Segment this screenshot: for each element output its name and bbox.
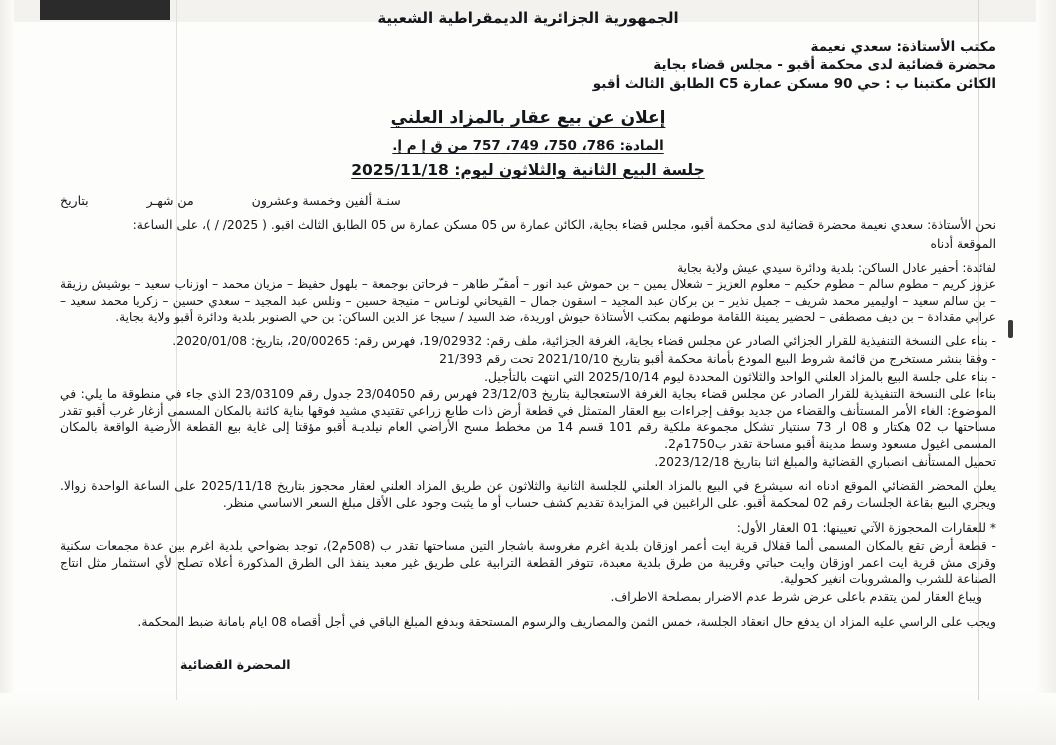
property-description: - قطعة أرض تقع بالمكان المسمى ألما قفلال قرية ايت أعمر اوزقان بلدية اغرم مغروسة باشجار التين مساحتها تقدر ب (508م2)، توجد بضواحي بلدية اغرم بين عدة مجمعات سكنية وقرى مش قرية ايت اعمر اوزقان وايت حباتي وقريبة من طرق بلدية معبدة، تتوفر القطعة الترابية على طريق غير معبد ينفذ الى الطرق المذكورة أعلاه تصلح لأي استثمار مثل انتاج الصناعة للشرب والمشروبات انغير كحولية. [60,538,996,587]
office-line-3: الكائن مكتبنا ب : حي 90 مسكن عمارة C5 الطابق الثالث أقبو [592,75,996,92]
month-label: من شهـر [146,192,194,208]
property-note: ويباع العقار لمن يتقدم باعلى عرض شرط عدم الاضرار بمصلحة الاطراف. [610,589,982,604]
office-line-2: محضرة قضائية لدى محكمة أقبو - مجلس قضاء بجاية [653,57,996,74]
property-block [60,520,996,605]
payment-note: ويجب على الراسي عليه المزاد ان يدفع حال انعقاد الجلسة، خمس الثمن والمصاريف والرسوم المستحقة وبدفع المبلغ الباقي في أجل أقصاه 08 ايام بامانة ضبط المحكمة. [137,615,996,630]
office-line-1: مكتب الأستاذة: سعدي نعيمة [810,39,996,56]
legal-basis-5: تحميل المستأنف انصباري القضائية والمبلغ اثنا بتاريخ 2023/12/18. [654,454,996,469]
legal-basis-4: بناءا على النسخة التنفيذية للقرار الصادر عن مجلس قضاء بجاية الغرفة الاستعجالية بتاريخ 23/12/03 فهرس رقم 23/04050 جدول رقم 23/03109 الذي جاء في منطوقة ما يلي: في الموضوع: الغاء الأمر المستأنف والقضاء من جديد بوقف إجراءات بيع العقار المتمثل في قطعة أرض ذات طابع زراعي تقتيدي مشيد فوقها بناية كائنة بالمكان المسمى أزغار غرب أقبو تقدر مساحتها ب 02 هكتار و 08 ار 73 سنتيار تشكل مجموعة ملكية رقم 101 قسم 14 من مخطط مسح الأراضي العام نيلديـة أقبو مؤقتا إلى غاية بيع القطعة الأرضية الواقعة بالمكان المسمى اغيول مسعود وسط مدينة أقبو مساحة تقدر ب1750م2. [60,387,996,451]
announcement-title: إعلان عن بيع عقار بالمزاد العلني [390,107,666,128]
date-label: بتاريخ [60,192,89,208]
payment-note-block [60,614,996,631]
opening-block [60,217,996,252]
office-block [60,38,996,93]
date-row [60,193,996,208]
beneficiary-label: لفائدة: أحفير عادل الساكن: بلدية ودائرة سيدي عيش ولاية بجاية [677,261,996,276]
opening-paragraph-2: الموقعة أدناه [930,236,996,251]
main-announcement: يعلن المحضر القضائي الموقع ادناه انه سيشرع في البيع بالمزاد العلني للجلسة الثانية والثلاثون عن طريق المزاد العلني لعقار محجوز بتاريخ 2025/11/18 على الساعة الواحدة زوالا. ويجري البيع بقاعة الجلسات رقم 02 لمحكمة أقبو. على الراغبين في المزايدة تقديم كشف حساب أو ما يثبت وجود على الأقل مبلغ السعر الاساسي منظر. [60,479,996,510]
opening-paragraph: نحن الأستاذة: سعدي نعيمة محضرة قضائية لدى محكمة أقبو، مجلس قضاء بجاية، الكائن عمارة س 05 مسكن عمارة س 05 الطابق الثالث اقبو. ( 2025/ / )، على الساعة: [132,217,996,232]
main-announcement-block [60,478,996,511]
parties-names-1: عزوز كريم – مطوم سالم – مطوم حكيم – معلوم العزيز – شعلال يمين – بن حموش عبد انور – أمقـّر طاهر – فرحاتن بوجمعة – بلهول حفيظ – مزيان محمد – اوزناب سعيد – بوشيش رزيقة – بن سالم سعيد – اوليمير محمد شريف – جميل نذير – بن بركان عبد المجيد – اسقون جمال – القيحاني لونـاس – منيجة حسين – ونلس عبد المجيد – سعدي حسين – زكريا محمد سعيد – عرابي مقدادة – بن ديف مصطفى – لحضير يمينة اللقامة موطنهم بمكتب الأستاذة حيوش اوريدة، ضد السيد / سيجا عز الدين الساكن: بن حي الصنوبر بلدية ودائرة أقبو ولاية بجاية. [60,277,996,325]
signature-line: المحضرة القضائية [180,656,291,672]
legal-basis-block [60,333,996,470]
session-title: جلسة البيع الثانية والثلاثون ليوم: 2025/11/18 [351,161,705,180]
parties-block [60,260,996,325]
year-label: سنـة ألفين وخمسة وعشرون [251,192,401,208]
legal-basis-1: - بناء على النسخة التنفيذية للقرار الجزائي الصادر عن مجلس قضاء بجاية، الغرفة الجزائية، ملف رقم: 19/02932، فهرس رقم: 20/00265، بتاريخ: 2020/01/08. [172,334,996,349]
property-heading: * للعقارات المحجوزة الآتي تعيينها: 01 العقار الأول: [736,521,996,536]
legal-basis-3: - بناء على جلسة البيع بالمزاد العلني الواحد والثلاثون المحددة ليوم 2025/10/14 التي انتهت بالتأجيل. [484,369,996,384]
article-reference: المادة: 786، 750، 749، 757 من ق إ م إ. [392,137,664,154]
document-header-title: الجمهورية الجزائرية الديمقراطية الشعبية [377,9,679,27]
legal-basis-2: - وفقا بنشر مستخرج من قائمة شروط البيع المودع بأمانة محكمة أقبو بتاريخ 2021/10/10 تحت رقم 21/393 [439,352,996,367]
